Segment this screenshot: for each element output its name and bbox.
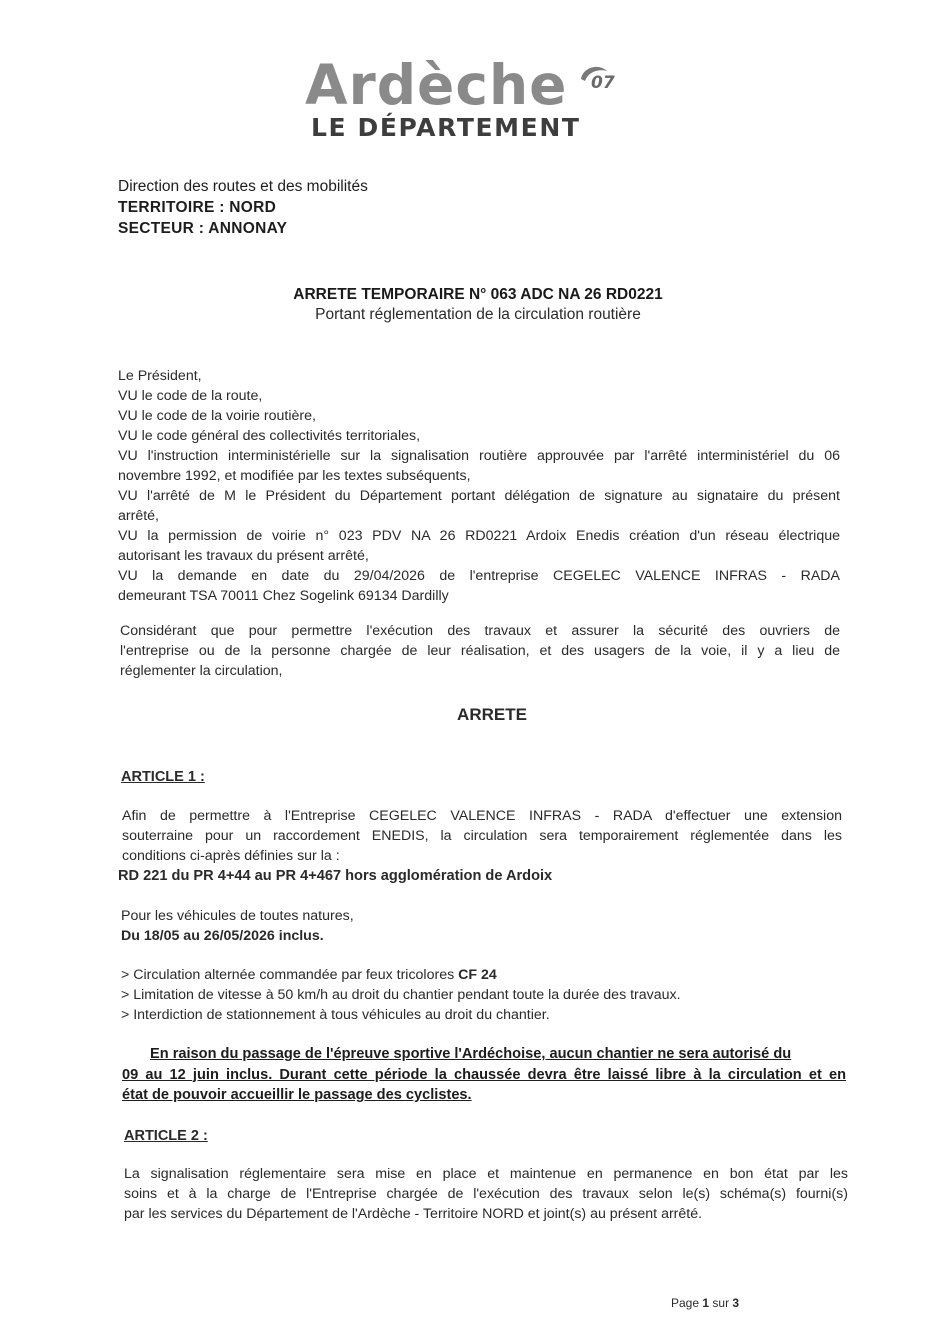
visa-line: VU le code général des collectivités territoriales,: [118, 428, 421, 444]
article-1-title: ARTICLE 1 :: [121, 769, 205, 785]
article-1-body: [122, 806, 842, 866]
article-1-dates: [121, 926, 324, 946]
logo-mark-text: 07: [591, 73, 615, 93]
measure-item-no-parking: > Interdiction de stationnement à tous véhicules au droit du chantier.: [121, 1007, 550, 1023]
visas-section: [118, 366, 840, 606]
location-text: RD 221 du PR 4+44 au PR 4+467 hors agglomération de Ardoix: [118, 868, 553, 884]
vehicles-text: Pour les véhicules de toutes natures,: [121, 908, 354, 924]
logo-subtitle: LE DÉPARTEMENT: [311, 113, 581, 142]
visa-line: VU la demande en date du 29/04/2026 de l'entreprise CEGELEC VALENCE INFRAS - RADA: [118, 568, 840, 584]
total-pages: 3: [732, 1296, 740, 1310]
measures-list: [121, 965, 681, 1025]
article-1-line: souterraine pour un raccordement ENEDIS, la circulation sera temporairement réglementée dans les: [122, 828, 842, 844]
page-number: [671, 1295, 739, 1311]
notice-line-text: En raison du passage de l'épreuve sportive l'Ardéchoise, aucun chantier ne sera autorisé du: [150, 1046, 792, 1062]
of-label: sur: [712, 1296, 730, 1310]
visa-line: VU la permission de voirie n° 023 PDV NA 26 RD0221 Ardoix Enedis création d'un réseau électrique: [118, 528, 840, 544]
issuer-direction: Direction des routes et des mobilités: [118, 178, 368, 195]
issuer-block: [118, 176, 368, 239]
dates-text: Du 18/05 au 26/05/2026 inclus.: [121, 928, 324, 944]
article-1-line: conditions ci-après définies sur la :: [122, 848, 340, 864]
visa-line: VU le code de la voirie routière,: [118, 408, 316, 424]
issuer-sector: SECTEUR : ANNONAY: [118, 220, 288, 237]
measure-text: > Circulation alternée commandée par feux tricolores: [121, 967, 459, 983]
article-2-title: ARTICLE 2 :: [124, 1128, 208, 1144]
visa-line: Le Président,: [118, 368, 202, 384]
current-page: 1: [702, 1296, 710, 1310]
notice-line: état de pouvoir accueillir le passage des cyclistes.: [122, 1087, 472, 1103]
considerant-section: [120, 621, 840, 681]
article-1-vehicles: [121, 906, 354, 926]
article-1-location: [118, 866, 552, 886]
article-2-line: La signalisation réglementaire sera mise en place et maintenue en permanence en bon état par les: [124, 1166, 848, 1182]
visa-line: VU le code de la route,: [118, 388, 263, 404]
considerant-line: Considérant que pour permettre l'exécution des travaux et assurer la sécurité des ouvriers de: [120, 623, 840, 639]
article-2-line: soins et à la charge de l'Entreprise chargée de l'exécution des travaux selon le(s) schéma(s) fourni(s): [124, 1186, 848, 1202]
measure-item-speed-limit: > Limitation de vitesse à 50 km/h au droit du chantier pendant toute la durée des travaux.: [121, 987, 681, 1003]
visa-line: novembre 1992, et modifiée par les textes subséquents,: [118, 468, 471, 484]
notice-line: 09 au 12 juin inclus. Durant cette période la chaussée devra être laissé libre à la circulation et en: [122, 1066, 846, 1083]
measure-item-traffic-lights: [121, 965, 681, 985]
decree-subtitle: Portant réglementation de la circulation routière: [315, 306, 641, 323]
visa-line: VU l'arrêté de M le Président du Département portant délégation de signature au signataire du présent: [118, 488, 840, 504]
decree-title: ARRETE TEMPORAIRE N° 063 ADC NA 26 RD0221: [293, 286, 663, 303]
visa-line: arrêté,: [118, 508, 160, 524]
ardeche-logo: [305, 55, 635, 145]
arrete-heading: ARRETE: [457, 705, 527, 724]
ardechoise-notice: [122, 1044, 846, 1106]
visa-line: autorisant les travaux du présent arrêté,: [118, 548, 369, 564]
visa-line: demeurant TSA 70011 Chez Sogelink 69134 Dardilly: [118, 588, 449, 604]
measure-code: CF 24: [458, 967, 497, 983]
considerant-line: l'entreprise ou de la personne chargée de leur réalisation, et des usagers de la voie, il y a lieu de: [120, 643, 840, 659]
visa-line: VU l'instruction interministérielle sur la signalisation routière approuvée par l'arrêté interministériel du 06: [118, 448, 840, 464]
logo-name: Ardèche: [305, 53, 568, 117]
logo-07-mark-icon: [577, 61, 621, 93]
notice-line: [122, 1044, 846, 1065]
article-2-line: par les services du Département de l'Ardèche - Territoire NORD et joint(s) au présent arrêté.: [124, 1206, 703, 1222]
article-2-body: [124, 1164, 848, 1224]
considerant-line: réglementer la circulation,: [120, 663, 283, 679]
article-1-line: Afin de permettre à l'Entreprise CEGELEC VALENCE INFRAS - RADA d'effectuer une extension: [122, 808, 842, 824]
issuer-territory: TERRITOIRE : NORD: [118, 199, 277, 216]
page-label: Page: [671, 1296, 700, 1310]
